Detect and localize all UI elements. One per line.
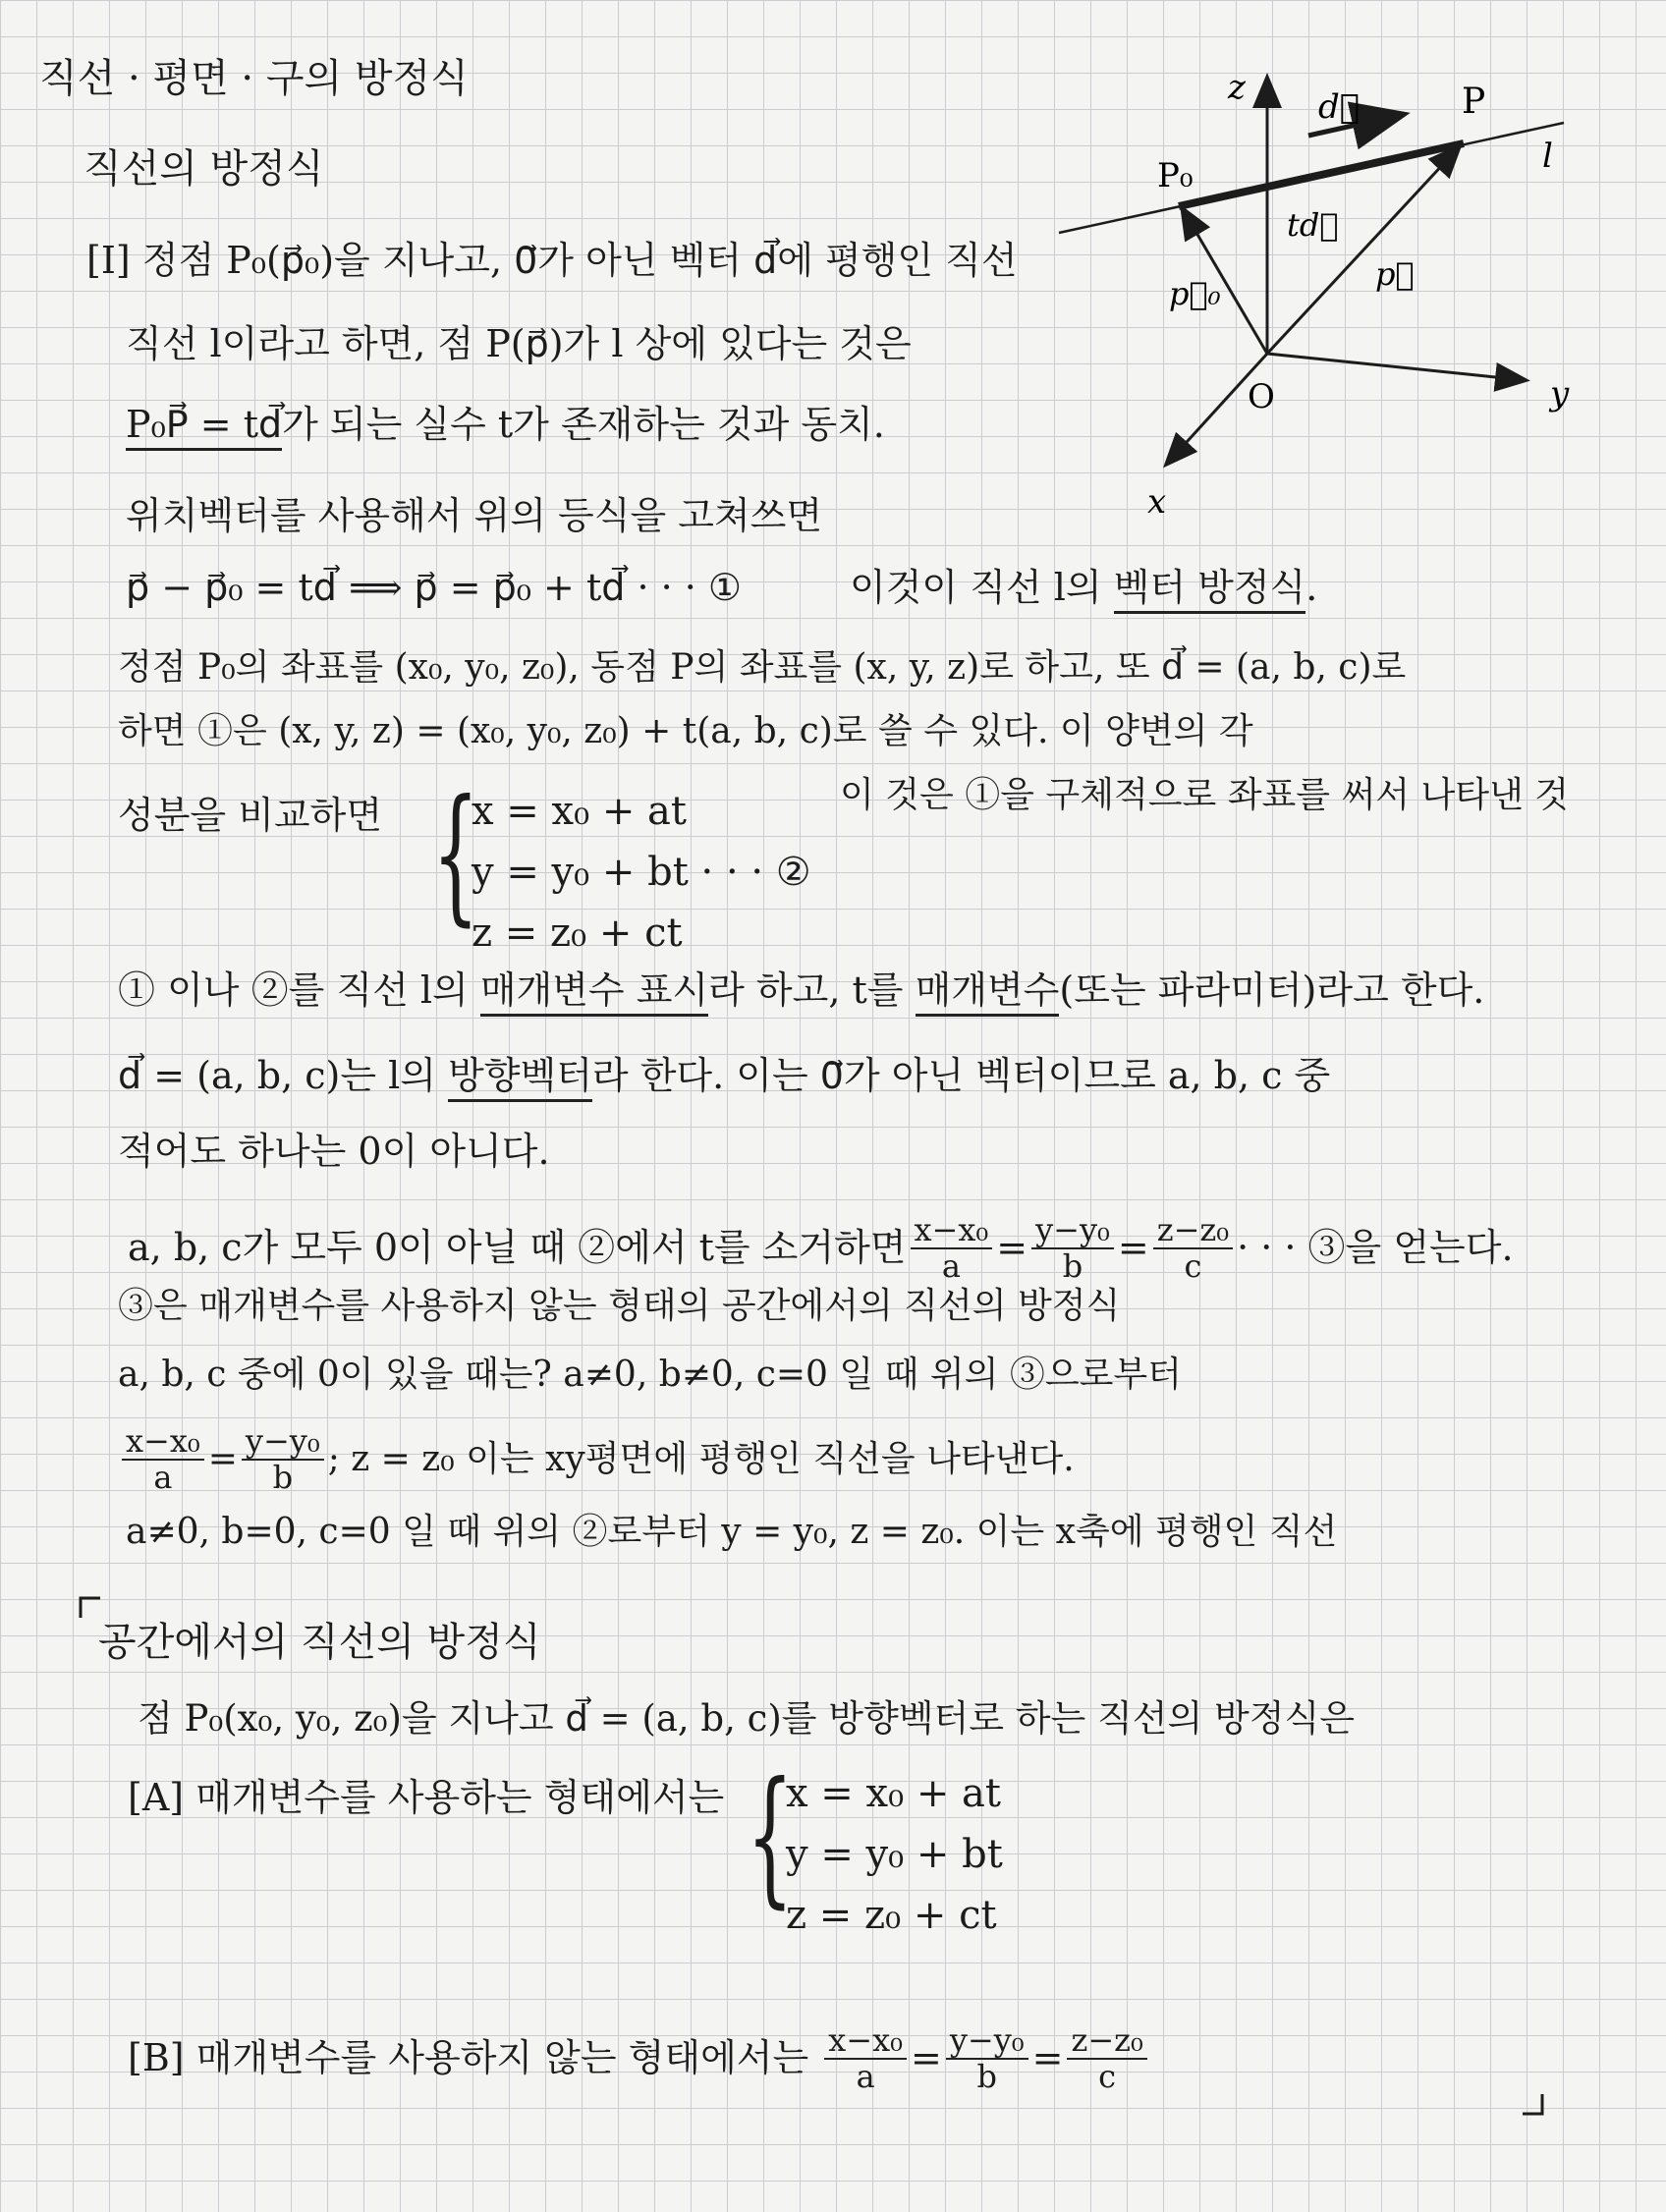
B-frac-y-den: b xyxy=(976,2058,997,2096)
section2-title: 공간에서의 직선의 방정식 xyxy=(98,1620,541,1665)
para3-line2: 하면 ①은 (x, y, z) = (x₀, y₀, z₀) + t(a, b, c)로 쓸 수 있다. 이 양변의 각 xyxy=(118,711,1253,751)
p4-param-representation: 매개변수 표시 xyxy=(480,968,708,1017)
para3-line3: 성분을 비교하면 xyxy=(118,794,383,837)
sysA-x: x = x₀ + at xyxy=(786,1771,1001,1816)
p4l2-post: 라 한다. 이는 0⃗가 아닌 벡터이므로 a, b, c 중 xyxy=(591,1054,1331,1097)
parametric-system xyxy=(432,769,845,977)
label-d: d⃗ xyxy=(1318,87,1361,127)
frac-y-num: y−y₀ xyxy=(1031,1213,1114,1249)
frac-z-num: z−z₀ xyxy=(1153,1213,1233,1249)
label-y: y xyxy=(1550,374,1570,414)
page-title: 직선 · 평면 · 구의 방정식 xyxy=(39,56,469,101)
p4-post: (또는 파라미터)라고 한다. xyxy=(1059,968,1485,1012)
sysA-y: y = y₀ + bt xyxy=(786,1832,1003,1877)
label-x: x xyxy=(1147,482,1167,522)
section-heading-line-equation: 직선의 방정식 xyxy=(83,146,324,192)
para5-line4: $\frac{\text{x−x₀}}{a}$ = $\frac{\text{y−y₀}}{b}$ ; z = z₀ 이는 xy평면에 평행인 직선을 나타낸다. xyxy=(118,1424,1075,1495)
vector-equation-note xyxy=(850,568,1317,609)
l4-post: ; z = z₀ 이는 xy평면에 평행인 직선을 나타낸다. xyxy=(327,1439,1075,1480)
label-P: P xyxy=(1462,82,1486,122)
td-vector xyxy=(1179,143,1464,206)
frac-x-num: x−x₀ xyxy=(911,1213,993,1249)
B-frac-x-den: a xyxy=(856,2058,875,2096)
note-vector-equation: 벡터 방정식 xyxy=(1114,566,1306,614)
frac-z xyxy=(1153,1213,1233,1284)
frac-z-den: c xyxy=(1184,1247,1202,1286)
para1-line3-rest: 가 되는 실수 t가 존재하는 것과 동치. xyxy=(282,403,885,446)
para4-line1 xyxy=(118,970,1484,1012)
line-vector-diagram xyxy=(1051,59,1640,540)
p4-direction-vector: 방향벡터 xyxy=(448,1054,592,1102)
l4-frac-x-num: x−x₀ xyxy=(122,1424,204,1461)
para5-line5: a≠0, b=0, c=0 일 때 위의 ②로부터 y = y₀, z = z₀. 이는 x축에 평행인 직선 xyxy=(126,1512,1338,1552)
left-brace: { xyxy=(432,769,479,940)
label-z: z xyxy=(1228,68,1246,107)
B-frac-z-num: z−z₀ xyxy=(1067,2023,1146,2060)
para1-line1: [I] 정점 P₀(p⃗₀)을 지나고, 0⃗가 아닌 벡터 d⃗에 평행인 직선 xyxy=(86,239,1018,282)
sys-x: x = x₀ + at xyxy=(472,789,687,834)
B-frac-x xyxy=(824,2023,907,2094)
l4-frac-x-den: a xyxy=(153,1459,173,1497)
parametric-system-A xyxy=(747,1751,1159,1960)
frac-y xyxy=(1031,1213,1114,1284)
note-pre: 이것이 직선 l의 xyxy=(850,566,1114,609)
left-brace-A: { xyxy=(747,1751,794,1922)
sysA-z: z = z₀ + ct xyxy=(786,1893,997,1938)
vector-relation: P₀P⃗ = td⃗ xyxy=(126,403,282,451)
note-post: . xyxy=(1305,566,1318,609)
para4-line2 xyxy=(118,1056,1330,1097)
label-l: l xyxy=(1542,137,1553,176)
section2-line1: 점 P₀(x₀, y₀, z₀)을 지나고 d⃗ = (a, b, c)를 방향벡터로 하는 직선의 방정식은 xyxy=(138,1697,1355,1740)
p4-pre: ① 이나 ②를 직선 l의 xyxy=(118,968,480,1012)
label-P0: P₀ xyxy=(1157,156,1194,195)
para1-line3 xyxy=(126,405,885,446)
frac-y-den: b xyxy=(1062,1247,1083,1286)
B-frac-y xyxy=(946,2023,1028,2094)
para1-line2: 직선 l이라고 하면, 점 P(p⃗)가 l 상에 있다는 것은 xyxy=(126,322,912,365)
frac-x xyxy=(911,1213,993,1284)
p4-parameter: 매개변수 xyxy=(916,968,1060,1017)
B-frac-z xyxy=(1067,2023,1146,2094)
sys-z: z = z₀ + ct xyxy=(472,911,683,956)
section2-itemA: [A] 매개변수를 사용하는 형태에서는 xyxy=(128,1776,725,1819)
para3-line1: 정점 P₀의 좌표를 (x₀, y₀, z₀), 동점 P의 좌표를 (x, y, z)로 하고, 또 d⃗ = (a, b, c)로 xyxy=(118,647,1407,688)
itemB-label: [B] 매개변수를 사용하지 않는 형태에서는 xyxy=(128,2036,809,2080)
p5-pre: a, b, c가 모두 0이 아닐 때 ②에서 t를 소거하면 xyxy=(128,1226,907,1270)
para5-line1: a, b, c가 모두 0이 아닐 때 ②에서 t를 소거하면 $\frac{\text{x−x₀}}{a}$ = $\frac{\text{y−y₀}}{b}$ = $\frac{\text{z−z₀}}{c}$ · · · ③을 얻는다. xyxy=(128,1211,1514,1286)
label-p0-vector: p⃗₀ xyxy=(1169,275,1221,312)
B-frac-y-num: y−y₀ xyxy=(946,2023,1028,2060)
para3-side-note: 이 것은 ①을 구체적으로 좌표를 써서 나타낸 것 xyxy=(840,775,1570,815)
l4-frac-x xyxy=(122,1424,204,1495)
vector-equation: p⃗ − p⃗₀ = td⃗ ⟹ p⃗ = p⃗₀ + td⃗ · · · ① xyxy=(126,566,742,609)
l4-frac-y xyxy=(242,1424,324,1495)
corner-mark-bottom-right xyxy=(1521,2092,1544,2116)
l4-frac-y-num: y−y₀ xyxy=(242,1424,324,1461)
corner-mark-top-left xyxy=(79,1596,102,1620)
label-td: td⃗ xyxy=(1287,206,1339,244)
l4-frac-y-den: b xyxy=(272,1459,294,1497)
p4l2-pre: d⃗ = (a, b, c)는 l의 xyxy=(118,1054,449,1097)
label-origin: O xyxy=(1248,377,1275,416)
y-axis xyxy=(1267,354,1525,380)
sys-y: y = y₀ + bt · · · ② xyxy=(472,850,811,895)
para4-line3: 적어도 하나는 0이 아니다. xyxy=(118,1130,550,1173)
p5-post: · · · ③을 얻는다. xyxy=(1237,1226,1514,1270)
p4-mid: 라 하고, t를 xyxy=(708,968,916,1012)
section2-itemB: [B] 매개변수를 사용하지 않는 형태에서는 $\frac{\text{x−x₀}}{a}$ = $\frac{\text{y−y₀}}{b}$ = $\frac{\text{z−z₀}}{c}$ xyxy=(128,2023,1151,2094)
para5-line3: a, b, c 중에 0이 있을 때는? a≠0, b≠0, c=0 일 때 위의 ③으로부터 xyxy=(118,1355,1182,1395)
para5-line2: ③은 매개변수를 사용하지 않는 형태의 공간에서의 직선의 방정식 xyxy=(118,1286,1121,1326)
B-frac-z-den: c xyxy=(1098,2058,1117,2096)
frac-x-den: a xyxy=(941,1247,961,1286)
B-frac-x-num: x−x₀ xyxy=(824,2023,907,2060)
label-p-vector: p⃗ xyxy=(1375,255,1415,293)
para2-line1: 위치벡터를 사용해서 위의 등식을 고쳐쓰면 xyxy=(126,494,823,537)
